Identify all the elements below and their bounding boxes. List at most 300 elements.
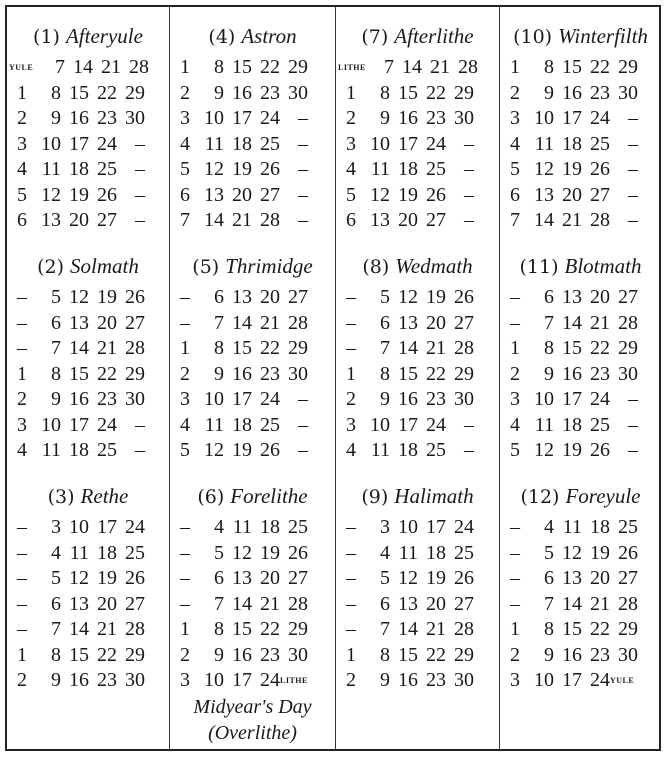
day-cell: 8: [214, 618, 224, 640]
week-row: [500, 617, 661, 643]
day-cell: 4: [214, 516, 224, 538]
day-cell: 15: [398, 81, 418, 104]
day-cell: 14: [398, 618, 418, 640]
week-row: [336, 311, 499, 337]
week-row: [170, 132, 335, 158]
day-cell: 29: [618, 618, 638, 640]
week-row: [500, 132, 661, 158]
day-cell: 2: [510, 81, 520, 104]
month-name: Forelithe: [230, 484, 308, 508]
day-cell: 4: [510, 132, 520, 155]
day-cell: –: [17, 337, 27, 359]
day-cell: 12: [204, 439, 224, 461]
day-cell: 8: [51, 81, 61, 104]
day-cell: 17: [232, 107, 252, 129]
day-cell: 4: [17, 439, 27, 461]
day-cell: 12: [534, 439, 554, 461]
day-cell: 20: [97, 311, 117, 334]
week-row: [170, 668, 335, 694]
day-cell: 4: [180, 413, 190, 436]
day-cell: 8: [214, 337, 224, 359]
month-name: Wedmath: [395, 254, 473, 278]
day-cell: –: [135, 158, 145, 180]
day-cell: –: [510, 311, 520, 334]
day-cell: 21: [426, 618, 446, 640]
day-cell: 11: [370, 439, 390, 461]
day-cell: 3: [17, 132, 27, 155]
day-cell: 9: [544, 643, 554, 666]
day-cell: –: [346, 516, 356, 538]
week-row: [500, 336, 661, 362]
week-row: [170, 515, 335, 541]
day-cell: –: [510, 516, 520, 538]
day-cell: 22: [590, 337, 610, 359]
day-cell: 9: [214, 81, 224, 104]
day-cell: 7: [544, 592, 554, 615]
day-cell: 20: [260, 567, 280, 589]
day-cell: 8: [380, 362, 390, 385]
day-cell: 19: [232, 439, 252, 461]
day-cell: 20: [260, 286, 280, 308]
day-cell: 30: [288, 362, 308, 385]
week-row: [336, 55, 499, 81]
day-cell: 1: [180, 56, 190, 78]
month-title: [7, 21, 169, 51]
day-cell: 1: [17, 81, 27, 104]
day-cell: –: [17, 618, 27, 640]
day-cell: 22: [97, 362, 117, 385]
day-cell: 30: [125, 388, 145, 410]
day-cell: 17: [232, 669, 252, 691]
week-row: [170, 81, 335, 107]
day-cell: –: [628, 439, 638, 461]
day-cell: 23: [426, 669, 446, 691]
day-cell: 7: [544, 311, 554, 334]
day-cell: 7: [214, 592, 224, 615]
day-cell: 5: [510, 439, 520, 461]
day-cell: 15: [398, 362, 418, 385]
day-cell: 5: [380, 567, 390, 589]
day-cell: 8: [51, 362, 61, 385]
day-cell: 10: [204, 669, 224, 691]
week-row: [500, 311, 661, 337]
day-cell: 29: [454, 643, 474, 666]
day-cell: 8: [544, 337, 554, 359]
day-cell: 2: [180, 362, 190, 385]
day-cell: 13: [232, 286, 252, 308]
day-cell: 4: [51, 541, 61, 564]
day-cell: 5: [51, 567, 61, 589]
day-cell: 2: [180, 81, 190, 104]
month-days: [170, 55, 335, 234]
day-cell: 21: [260, 311, 280, 334]
month-days: [500, 55, 661, 234]
day-cell: 25: [97, 158, 117, 180]
month-block: [170, 481, 335, 746]
day-cell: 23: [260, 643, 280, 666]
day-cell: –: [17, 286, 27, 308]
month-number: (12): [520, 486, 560, 508]
day-cell: 3: [346, 413, 356, 436]
day-cell: 14: [204, 209, 224, 231]
day-cell: 1: [510, 337, 520, 359]
day-cell: 16: [398, 107, 418, 129]
month-days: [500, 285, 661, 464]
day-cell: 18: [590, 516, 610, 538]
week-row: [336, 413, 499, 439]
day-cell: 20: [562, 183, 582, 206]
holiday-label: YULE: [9, 63, 34, 72]
week-row: [500, 413, 661, 439]
day-cell: 11: [534, 132, 554, 155]
day-cell: –: [17, 541, 27, 564]
day-cell: 12: [398, 567, 418, 589]
day-cell: 16: [562, 81, 582, 104]
day-cell: 14: [69, 337, 89, 359]
week-row: [170, 208, 335, 234]
day-cell: 14: [73, 56, 93, 78]
day-cell: 27: [125, 592, 145, 615]
day-cell: –: [510, 286, 520, 308]
day-cell: 12: [370, 183, 390, 206]
day-cell: 3: [180, 388, 190, 410]
month-name: Astron: [241, 24, 297, 48]
week-row: [7, 541, 169, 567]
day-cell: –: [628, 107, 638, 129]
day-cell: 11: [398, 541, 418, 564]
day-cell: 7: [380, 618, 390, 640]
week-row: [500, 643, 661, 669]
day-cell: 4: [544, 516, 554, 538]
day-cell: 19: [97, 286, 117, 308]
week-row: [500, 55, 661, 81]
day-cell: 24: [590, 107, 610, 129]
month-days: [170, 515, 335, 694]
day-cell: 10: [370, 413, 390, 436]
day-cell: –: [346, 618, 356, 640]
month-days: [336, 515, 499, 694]
day-cell: 29: [288, 56, 308, 78]
day-cell: 12: [534, 158, 554, 180]
day-cell: 14: [534, 209, 554, 231]
week-row: [336, 183, 499, 209]
day-cell: 14: [562, 311, 582, 334]
day-cell: 1: [346, 81, 356, 104]
day-cell: 26: [125, 286, 145, 308]
week-row: [170, 643, 335, 669]
week-row: [7, 55, 169, 81]
day-cell: 10: [534, 669, 554, 691]
day-cell: 10: [534, 388, 554, 410]
week-row: [336, 541, 499, 567]
day-cell: 20: [590, 567, 610, 589]
day-cell: 26: [454, 286, 474, 308]
week-row: [170, 541, 335, 567]
day-cell: 22: [260, 337, 280, 359]
day-cell: 9: [214, 362, 224, 385]
day-cell: 19: [232, 158, 252, 180]
day-cell: 30: [288, 643, 308, 666]
day-cell: 23: [97, 107, 117, 129]
day-cell: –: [628, 388, 638, 410]
day-cell: 24: [125, 516, 145, 538]
day-cell: 13: [69, 311, 89, 334]
day-cell: 27: [260, 183, 280, 206]
day-cell: 24: [260, 669, 280, 691]
month-title: [170, 251, 335, 281]
day-cell: 11: [370, 158, 390, 180]
week-row: [170, 311, 335, 337]
calendar-column: [499, 7, 661, 749]
week-row: [336, 336, 499, 362]
day-cell: 23: [97, 669, 117, 691]
day-cell: 13: [398, 311, 418, 334]
day-cell: 7: [51, 337, 61, 359]
day-cell: 3: [180, 669, 190, 691]
day-cell: 5: [180, 439, 190, 461]
day-cell: 19: [426, 567, 446, 589]
day-cell: –: [17, 567, 27, 589]
day-cell: –: [135, 439, 145, 461]
month-block: [170, 251, 335, 464]
week-row: [336, 106, 499, 132]
day-cell: 16: [232, 362, 252, 385]
month-block: [336, 481, 499, 694]
day-cell: 27: [97, 209, 117, 231]
month-block: [7, 251, 169, 464]
day-cell: –: [298, 413, 308, 436]
day-cell: 10: [534, 107, 554, 129]
day-cell: 11: [204, 413, 224, 436]
day-cell: 7: [384, 56, 394, 78]
day-cell: 28: [454, 337, 474, 359]
day-cell: 20: [232, 183, 252, 206]
day-cell: 6: [380, 592, 390, 615]
day-cell: 11: [204, 132, 224, 155]
month-title: [336, 251, 499, 281]
day-cell: 7: [55, 56, 65, 78]
week-row: [336, 643, 499, 669]
day-cell: 23: [260, 81, 280, 104]
day-cell: 18: [398, 158, 418, 180]
holiday-label: LITHE: [338, 63, 366, 72]
month-block: [500, 251, 661, 464]
day-cell: 25: [288, 516, 308, 538]
day-cell: 2: [510, 362, 520, 385]
day-cell: –: [510, 592, 520, 615]
week-row: [500, 362, 661, 388]
month-block: [336, 21, 499, 234]
month-days: [500, 515, 661, 694]
day-cell: 6: [214, 567, 224, 589]
month-block: [336, 251, 499, 464]
month-name: Foreyule: [565, 484, 641, 508]
day-cell: 20: [97, 592, 117, 615]
day-cell: 7: [51, 618, 61, 640]
day-cell: –: [628, 183, 638, 206]
day-cell: 30: [454, 669, 474, 691]
month-days: [7, 515, 169, 694]
day-cell: 22: [426, 643, 446, 666]
day-cell: 26: [618, 541, 638, 564]
week-row: [500, 81, 661, 107]
day-cell: 30: [454, 107, 474, 129]
day-cell: 29: [454, 362, 474, 385]
day-cell: 2: [510, 643, 520, 666]
day-cell: 6: [544, 567, 554, 589]
day-cell: –: [464, 209, 474, 231]
day-cell: 4: [17, 158, 27, 180]
day-cell: 20: [398, 209, 418, 231]
month-number: (10): [513, 26, 553, 48]
day-cell: 9: [380, 388, 390, 410]
day-cell: 2: [180, 643, 190, 666]
week-row: [336, 81, 499, 107]
day-cell: 15: [232, 337, 252, 359]
day-cell: –: [346, 541, 356, 564]
day-cell: 27: [125, 311, 145, 334]
day-cell: 10: [41, 413, 61, 436]
month-title: [336, 481, 499, 511]
day-cell: 23: [260, 362, 280, 385]
week-row: [500, 285, 661, 311]
week-row: [336, 592, 499, 618]
month-number: (5): [192, 256, 220, 278]
day-cell: 14: [69, 618, 89, 640]
month-days: [336, 285, 499, 464]
week-row: [170, 438, 335, 464]
week-row: [170, 362, 335, 388]
week-row: [500, 106, 661, 132]
day-cell: 2: [346, 388, 356, 410]
day-cell: 30: [454, 388, 474, 410]
month-block: [170, 21, 335, 234]
day-cell: 10: [41, 132, 61, 155]
day-cell: 7: [510, 209, 520, 231]
day-cell: 19: [97, 567, 117, 589]
week-row: [170, 566, 335, 592]
week-row: [500, 387, 661, 413]
month-title: [7, 251, 169, 281]
month-block: [500, 481, 661, 694]
day-cell: 28: [129, 56, 149, 78]
day-cell: 24: [97, 413, 117, 436]
week-row: [336, 515, 499, 541]
day-cell: –: [135, 413, 145, 436]
day-cell: –: [346, 337, 356, 359]
day-cell: 3: [510, 388, 520, 410]
day-cell: –: [180, 286, 190, 308]
day-cell: 5: [180, 158, 190, 180]
week-row: [7, 336, 169, 362]
week-row: [170, 55, 335, 81]
week-row: [7, 362, 169, 388]
month-name: Solmath: [70, 254, 139, 278]
day-cell: 16: [562, 643, 582, 666]
day-cell: 9: [544, 362, 554, 385]
day-cell: 12: [204, 158, 224, 180]
day-cell: 11: [534, 413, 554, 436]
day-cell: 18: [398, 439, 418, 461]
day-cell: 25: [454, 541, 474, 564]
day-cell: 27: [618, 286, 638, 308]
day-cell: –: [346, 311, 356, 334]
day-cell: 5: [380, 286, 390, 308]
day-cell: 28: [125, 618, 145, 640]
day-cell: 19: [590, 541, 610, 564]
day-cell: 15: [232, 618, 252, 640]
day-cell: –: [628, 413, 638, 436]
day-cell: 2: [17, 669, 27, 691]
day-cell: 22: [590, 618, 610, 640]
day-cell: 20: [69, 209, 89, 231]
week-row: [336, 285, 499, 311]
day-cell: 25: [590, 413, 610, 436]
month-number: (4): [208, 26, 236, 48]
day-cell: –: [298, 388, 308, 410]
day-cell: 21: [590, 311, 610, 334]
day-cell: 28: [618, 311, 638, 334]
week-row: [336, 566, 499, 592]
day-cell: 26: [590, 158, 610, 180]
day-cell: –: [180, 541, 190, 564]
day-cell: 28: [125, 337, 145, 359]
day-cell: –: [464, 413, 474, 436]
day-cell: 26: [454, 567, 474, 589]
overlithe-note: (Overlithe): [208, 721, 297, 744]
day-cell: 28: [288, 592, 308, 615]
day-cell: 18: [562, 413, 582, 436]
day-cell: 24: [426, 413, 446, 436]
day-cell: 29: [454, 81, 474, 104]
day-cell: –: [464, 158, 474, 180]
month-days: [336, 55, 499, 234]
day-cell: 5: [17, 183, 27, 206]
day-cell: 23: [590, 362, 610, 385]
day-cell: 25: [260, 132, 280, 155]
day-cell: 16: [69, 107, 89, 129]
day-cell: 5: [51, 286, 61, 308]
day-cell: 29: [618, 56, 638, 78]
week-row: [170, 183, 335, 209]
day-cell: 18: [426, 541, 446, 564]
day-cell: 8: [214, 56, 224, 78]
day-cell: 1: [180, 618, 190, 640]
day-cell: –: [17, 516, 27, 538]
day-cell: 1: [180, 337, 190, 359]
holiday-label: YULE: [610, 676, 635, 685]
week-row: [7, 515, 169, 541]
day-cell: 14: [398, 337, 418, 359]
day-cell: 12: [232, 541, 252, 564]
day-cell: 6: [380, 311, 390, 334]
day-cell: 18: [69, 158, 89, 180]
week-row: [7, 592, 169, 618]
month-number: (2): [37, 256, 65, 278]
day-cell: 27: [454, 311, 474, 334]
calendar-column: [7, 7, 169, 749]
week-row: [7, 438, 169, 464]
day-cell: 19: [398, 183, 418, 206]
week-row: [7, 643, 169, 669]
day-cell: 1: [510, 618, 520, 640]
month-name: Winterfilth: [558, 24, 648, 48]
day-cell: 26: [426, 183, 446, 206]
day-cell: 24: [260, 107, 280, 129]
month-block: [500, 21, 661, 234]
day-cell: 21: [97, 337, 117, 359]
month-title: [500, 251, 661, 281]
